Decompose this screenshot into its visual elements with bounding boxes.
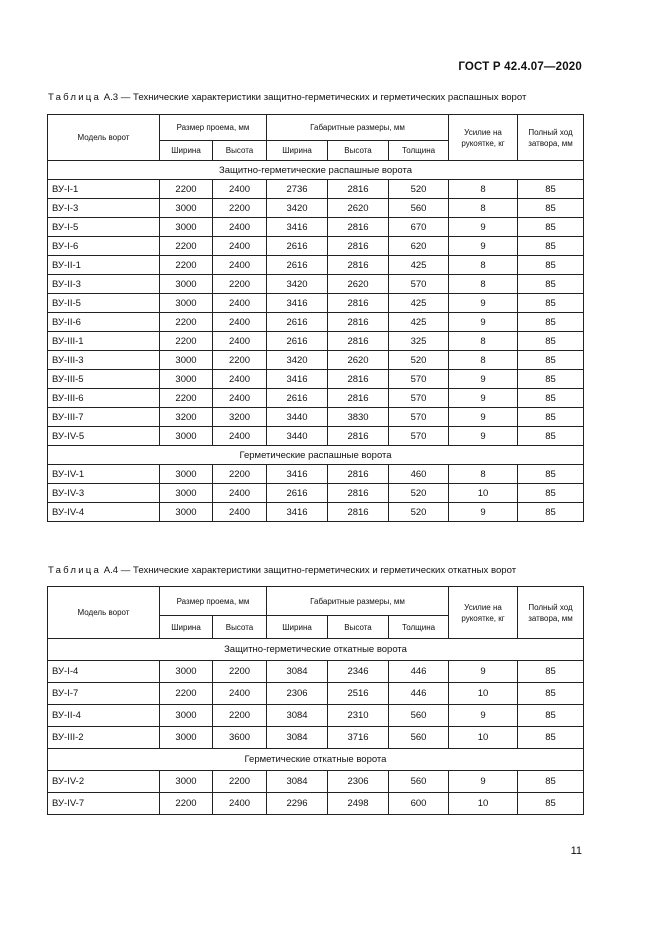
value-cell: 3416 [267,503,328,522]
value-cell: 3416 [267,370,328,389]
value-cell: 2816 [328,180,389,199]
value-cell: 425 [389,313,449,332]
value-cell: 2816 [328,484,389,503]
value-cell: 446 [389,661,449,683]
model-cell: ВУ-IV-4 [48,503,160,522]
table-row [48,180,584,199]
header-overall-dims: Габаритные размеры, мм [267,587,449,616]
document-id: ГОСТ Р 42.4.07—2020 [458,61,582,73]
value-cell: 520 [389,180,449,199]
value-cell: 3000 [160,275,213,294]
table-row [48,503,584,522]
value-cell: 85 [518,275,584,294]
value-cell: 3420 [267,351,328,370]
section-row [48,639,584,661]
table-row [48,351,584,370]
value-cell: 8 [449,465,518,484]
header-overall-width: Ширина [267,141,328,161]
table-a4-caption [48,565,516,576]
header-overall-height: Высота [328,141,389,161]
table-a3 [47,114,584,522]
value-cell: 2400 [213,237,267,256]
table-row [48,218,584,237]
header-force: Усилие на рукоятке, кг [449,115,518,161]
value-cell: 2620 [328,351,389,370]
value-cell: 3830 [328,408,389,427]
header-width: Ширина [160,616,213,639]
value-cell: 2816 [328,332,389,351]
table-row [48,705,584,727]
value-cell: 2400 [213,503,267,522]
value-cell: 3000 [160,503,213,522]
value-cell: 570 [389,275,449,294]
value-cell: 2200 [160,313,213,332]
section-row [48,161,584,180]
model-cell: ВУ-IV-5 [48,427,160,446]
value-cell: 560 [389,771,449,793]
value-cell: 3084 [267,727,328,749]
value-cell: 8 [449,275,518,294]
value-cell: 3000 [160,218,213,237]
table-a3-body [48,161,584,522]
table-row [48,771,584,793]
value-cell: 2400 [213,294,267,313]
header-overall-height: Высота [328,616,389,639]
model-cell: ВУ-II-6 [48,313,160,332]
value-cell: 570 [389,389,449,408]
value-cell: 2816 [328,389,389,408]
header-overall-dims: Габаритные размеры, мм [267,115,449,141]
value-cell: 2200 [160,332,213,351]
table-a4-body [48,639,584,815]
header-height: Высота [213,616,267,639]
value-cell: 2498 [328,793,389,815]
value-cell: 3000 [160,661,213,683]
value-cell: 85 [518,503,584,522]
value-cell: 2200 [213,275,267,294]
value-cell: 9 [449,313,518,332]
value-cell: 9 [449,218,518,237]
value-cell: 325 [389,332,449,351]
value-cell: 9 [449,661,518,683]
table-row [48,256,584,275]
model-cell: ВУ-II-4 [48,705,160,727]
value-cell: 2200 [160,256,213,275]
value-cell: 520 [389,484,449,503]
value-cell: 3200 [213,408,267,427]
header-opening-size: Размер проема, мм [160,115,267,141]
value-cell: 3084 [267,661,328,683]
value-cell: 3000 [160,484,213,503]
value-cell: 2200 [213,199,267,218]
value-cell: 85 [518,389,584,408]
value-cell: 3000 [160,199,213,218]
header-width: Ширина [160,141,213,161]
value-cell: 570 [389,370,449,389]
model-cell: ВУ-II-1 [48,256,160,275]
value-cell: 2400 [213,683,267,705]
value-cell: 2200 [160,793,213,815]
value-cell: 2200 [213,771,267,793]
value-cell: 3084 [267,771,328,793]
value-cell: 85 [518,332,584,351]
value-cell: 85 [518,256,584,275]
value-cell: 85 [518,661,584,683]
value-cell: 3440 [267,408,328,427]
value-cell: 2816 [328,427,389,446]
table-row [48,294,584,313]
model-cell: ВУ-IV-2 [48,771,160,793]
section-title: Защитно-герметические распашные ворота [48,161,584,180]
value-cell: 560 [389,199,449,218]
header-thickness: Толщина [389,616,449,639]
section-row [48,749,584,771]
header-stroke: Полный ход затвора, мм [518,115,584,161]
table-a3-caption-text: А.3 — Технические характеристики защитно-герметических и герметических распашных ворот [103,92,527,103]
model-cell: ВУ-III-3 [48,351,160,370]
value-cell: 3000 [160,351,213,370]
value-cell: 670 [389,218,449,237]
table-row [48,683,584,705]
model-cell: ВУ-I-7 [48,683,160,705]
value-cell: 10 [449,484,518,503]
value-cell: 3716 [328,727,389,749]
table-a4 [47,586,584,815]
value-cell: 2346 [328,661,389,683]
value-cell: 2400 [213,218,267,237]
value-cell: 9 [449,237,518,256]
table-a4-caption-text: А.4 — Технические характеристики защитно-герметических и герметических откатных ворот [103,565,517,576]
value-cell: 3000 [160,427,213,446]
value-cell: 460 [389,465,449,484]
value-cell: 2620 [328,199,389,218]
value-cell: 2400 [213,180,267,199]
table-row [48,332,584,351]
value-cell: 2306 [267,683,328,705]
value-cell: 600 [389,793,449,815]
value-cell: 2620 [328,275,389,294]
value-cell: 85 [518,427,584,446]
value-cell: 9 [449,408,518,427]
model-cell: ВУ-I-4 [48,661,160,683]
header-thickness: Толщина [389,141,449,161]
value-cell: 3000 [160,294,213,313]
table-row [48,370,584,389]
value-cell: 85 [518,771,584,793]
value-cell: 10 [449,793,518,815]
model-cell: ВУ-III-2 [48,727,160,749]
value-cell: 85 [518,705,584,727]
value-cell: 570 [389,408,449,427]
value-cell: 9 [449,294,518,313]
value-cell: 3420 [267,199,328,218]
table-a3-caption-label: Таблица [48,92,102,103]
value-cell: 9 [449,370,518,389]
value-cell: 2816 [328,503,389,522]
value-cell: 9 [449,503,518,522]
value-cell: 9 [449,389,518,408]
value-cell: 2200 [213,705,267,727]
value-cell: 85 [518,465,584,484]
value-cell: 620 [389,237,449,256]
value-cell: 8 [449,332,518,351]
value-cell: 3420 [267,275,328,294]
value-cell: 3000 [160,465,213,484]
value-cell: 520 [389,503,449,522]
model-cell: ВУ-III-7 [48,408,160,427]
header-model: Модель ворот [48,115,160,161]
value-cell: 85 [518,199,584,218]
value-cell: 2616 [267,256,328,275]
section-row [48,446,584,465]
model-cell: ВУ-IV-3 [48,484,160,503]
value-cell: 2200 [160,180,213,199]
value-cell: 85 [518,727,584,749]
header-force: Усилие на рукоятке, кг [449,587,518,639]
table-row [48,199,584,218]
value-cell: 2816 [328,218,389,237]
model-cell: ВУ-II-5 [48,294,160,313]
value-cell: 2400 [213,389,267,408]
value-cell: 2816 [328,465,389,484]
table-row [48,727,584,749]
value-cell: 2516 [328,683,389,705]
value-cell: 9 [449,705,518,727]
value-cell: 3440 [267,427,328,446]
value-cell: 2400 [213,370,267,389]
model-cell: ВУ-IV-7 [48,793,160,815]
value-cell: 8 [449,256,518,275]
value-cell: 85 [518,237,584,256]
value-cell: 85 [518,294,584,313]
value-cell: 85 [518,408,584,427]
value-cell: 8 [449,351,518,370]
value-cell: 85 [518,370,584,389]
value-cell: 2400 [213,332,267,351]
table-row [48,661,584,683]
model-cell: ВУ-II-3 [48,275,160,294]
table-a3-caption [48,92,526,103]
value-cell: 2306 [328,771,389,793]
model-cell: ВУ-I-3 [48,199,160,218]
value-cell: 2200 [160,389,213,408]
value-cell: 2816 [328,237,389,256]
value-cell: 85 [518,484,584,503]
value-cell: 3084 [267,705,328,727]
value-cell: 2616 [267,332,328,351]
value-cell: 85 [518,683,584,705]
value-cell: 2200 [213,661,267,683]
value-cell: 3200 [160,408,213,427]
model-cell: ВУ-III-1 [48,332,160,351]
value-cell: 2400 [213,256,267,275]
table-row [48,793,584,815]
value-cell: 85 [518,180,584,199]
value-cell: 9 [449,771,518,793]
value-cell: 2200 [160,683,213,705]
value-cell: 3000 [160,370,213,389]
table-row [48,275,584,294]
model-cell: ВУ-III-5 [48,370,160,389]
value-cell: 425 [389,294,449,313]
table-row [48,389,584,408]
value-cell: 8 [449,199,518,218]
value-cell: 85 [518,351,584,370]
value-cell: 3416 [267,465,328,484]
value-cell: 2816 [328,370,389,389]
value-cell: 520 [389,351,449,370]
value-cell: 2616 [267,484,328,503]
value-cell: 10 [449,683,518,705]
model-cell: ВУ-I-5 [48,218,160,237]
value-cell: 560 [389,727,449,749]
table-row [48,408,584,427]
value-cell: 2400 [213,427,267,446]
model-cell: ВУ-I-6 [48,237,160,256]
model-cell: ВУ-I-1 [48,180,160,199]
value-cell: 9 [449,427,518,446]
table-row [48,427,584,446]
value-cell: 2616 [267,389,328,408]
value-cell: 2400 [213,313,267,332]
table-row [48,484,584,503]
value-cell: 3000 [160,771,213,793]
header-opening-size: Размер проема, мм [160,587,267,616]
model-cell: ВУ-III-6 [48,389,160,408]
page-number: 11 [570,845,582,857]
header-overall-width: Ширина [267,616,328,639]
table-row [48,313,584,332]
value-cell: 2616 [267,237,328,256]
value-cell: 2200 [160,237,213,256]
value-cell: 2816 [328,313,389,332]
value-cell: 2816 [328,256,389,275]
value-cell: 85 [518,313,584,332]
section-title: Защитно-герметические откатные ворота [48,639,584,661]
value-cell: 2200 [213,465,267,484]
header-height: Высота [213,141,267,161]
section-title: Герметические распашные ворота [48,446,584,465]
value-cell: 8 [449,180,518,199]
value-cell: 2816 [328,294,389,313]
value-cell: 3416 [267,294,328,313]
value-cell: 3600 [213,727,267,749]
header-stroke: Полный ход затвора, мм [518,587,584,639]
section-title: Герметические откатные ворота [48,749,584,771]
value-cell: 3000 [160,727,213,749]
table-row [48,237,584,256]
value-cell: 85 [518,793,584,815]
header-model: Модель ворот [48,587,160,639]
value-cell: 570 [389,427,449,446]
value-cell: 2296 [267,793,328,815]
value-cell: 2736 [267,180,328,199]
value-cell: 446 [389,683,449,705]
table-a4-caption-label: Таблица [48,565,102,576]
value-cell: 85 [518,218,584,237]
value-cell: 2310 [328,705,389,727]
value-cell: 2400 [213,484,267,503]
value-cell: 3416 [267,218,328,237]
value-cell: 3000 [160,705,213,727]
value-cell: 10 [449,727,518,749]
value-cell: 560 [389,705,449,727]
value-cell: 2616 [267,313,328,332]
value-cell: 2400 [213,793,267,815]
value-cell: 2200 [213,351,267,370]
table-row [48,465,584,484]
value-cell: 425 [389,256,449,275]
model-cell: ВУ-IV-1 [48,465,160,484]
